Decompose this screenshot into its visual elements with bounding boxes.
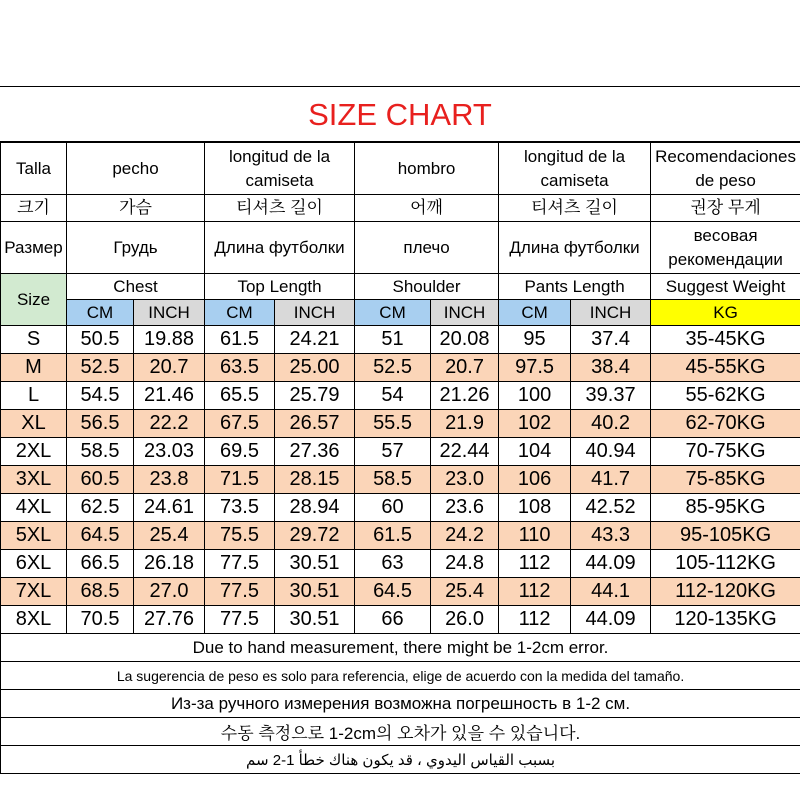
cell-chest-inch: 19.88 bbox=[134, 326, 205, 354]
table-row bbox=[1, 354, 800, 382]
unit-cm: CM bbox=[499, 300, 571, 326]
cell-top-length-inch: 25.00 bbox=[275, 354, 355, 382]
header-top-length-ko: 티셔츠 길이 bbox=[205, 195, 355, 222]
size-chart bbox=[0, 86, 800, 774]
cell-size: 8XL bbox=[1, 606, 67, 634]
note-arabic: بسبب القياس اليدوي ، قد يكون هناك خطأ 1-2 سم bbox=[1, 746, 800, 774]
cell-size: XL bbox=[1, 410, 67, 438]
cell-pants-length-inch: 37.4 bbox=[571, 326, 651, 354]
header-row-spanish bbox=[1, 143, 800, 195]
header-weight-ko: 권장 무게 bbox=[651, 195, 800, 222]
cell-chest-cm: 58.5 bbox=[67, 438, 134, 466]
cell-shoulder-inch: 24.2 bbox=[431, 522, 499, 550]
cell-size: M bbox=[1, 354, 67, 382]
cell-size: 7XL bbox=[1, 578, 67, 606]
cell-suggest-weight: 75-85KG bbox=[651, 466, 800, 494]
note-korean: 수동 측정으로 1-2cm의 오차가 있을 수 있습니다. bbox=[1, 718, 800, 746]
cell-suggest-weight: 105-112KG bbox=[651, 550, 800, 578]
table-row bbox=[1, 438, 800, 466]
unit-inch: INCH bbox=[431, 300, 499, 326]
cell-top-length-cm: 71.5 bbox=[205, 466, 275, 494]
cell-chest-cm: 54.5 bbox=[67, 382, 134, 410]
cell-suggest-weight: 95-105KG bbox=[651, 522, 800, 550]
header-chest-en: Chest bbox=[67, 274, 205, 300]
header-shoulder-en: Shoulder bbox=[355, 274, 499, 300]
cell-shoulder-cm: 64.5 bbox=[355, 578, 431, 606]
cell-top-length-cm: 77.5 bbox=[205, 550, 275, 578]
cell-top-length-cm: 75.5 bbox=[205, 522, 275, 550]
cell-top-length-cm: 77.5 bbox=[205, 578, 275, 606]
cell-pants-length-cm: 110 bbox=[499, 522, 571, 550]
cell-chest-cm: 66.5 bbox=[67, 550, 134, 578]
header-pants-length-ko: 티셔츠 길이 bbox=[499, 195, 651, 222]
cell-pants-length-cm: 100 bbox=[499, 382, 571, 410]
cell-top-length-inch: 30.51 bbox=[275, 550, 355, 578]
header-top-length-es: longitud de la camiseta bbox=[205, 143, 355, 195]
cell-top-length-inch: 29.72 bbox=[275, 522, 355, 550]
cell-suggest-weight: 112-120KG bbox=[651, 578, 800, 606]
cell-size: 2XL bbox=[1, 438, 67, 466]
cell-suggest-weight: 35-45KG bbox=[651, 326, 800, 354]
cell-pants-length-cm: 108 bbox=[499, 494, 571, 522]
cell-top-length-cm: 77.5 bbox=[205, 606, 275, 634]
cell-chest-inch: 22.2 bbox=[134, 410, 205, 438]
note-spanish: La sugerencia de peso es solo para referencia, elige de acuerdo con la medida del tamaño. bbox=[1, 662, 800, 690]
cell-chest-inch: 27.76 bbox=[134, 606, 205, 634]
cell-top-length-inch: 27.36 bbox=[275, 438, 355, 466]
unit-inch: INCH bbox=[571, 300, 651, 326]
cell-pants-length-inch: 42.52 bbox=[571, 494, 651, 522]
header-chest-es: pecho bbox=[67, 143, 205, 195]
cell-chest-cm: 52.5 bbox=[67, 354, 134, 382]
cell-shoulder-cm: 54 bbox=[355, 382, 431, 410]
unit-cm: CM bbox=[205, 300, 275, 326]
cell-size: 4XL bbox=[1, 494, 67, 522]
cell-chest-cm: 62.5 bbox=[67, 494, 134, 522]
cell-chest-cm: 50.5 bbox=[67, 326, 134, 354]
header-row-english bbox=[1, 274, 800, 300]
cell-pants-length-inch: 44.09 bbox=[571, 606, 651, 634]
cell-suggest-weight: 62-70KG bbox=[651, 410, 800, 438]
cell-top-length-inch: 25.79 bbox=[275, 382, 355, 410]
cell-pants-length-cm: 106 bbox=[499, 466, 571, 494]
size-table bbox=[0, 142, 800, 774]
cell-chest-cm: 70.5 bbox=[67, 606, 134, 634]
cell-chest-inch: 24.61 bbox=[134, 494, 205, 522]
header-size-en: Size bbox=[1, 274, 67, 326]
cell-pants-length-inch: 43.3 bbox=[571, 522, 651, 550]
cell-chest-inch: 27.0 bbox=[134, 578, 205, 606]
note-russian: Из-за ручного измерения возможна погрешность в 1-2 см. bbox=[1, 690, 800, 718]
unit-inch: INCH bbox=[275, 300, 355, 326]
cell-chest-inch: 21.46 bbox=[134, 382, 205, 410]
cell-top-length-cm: 63.5 bbox=[205, 354, 275, 382]
header-size-es: Talla bbox=[1, 143, 67, 195]
header-weight-es: Recomendaciones de peso bbox=[651, 143, 800, 195]
header-top-length-en: Top Length bbox=[205, 274, 355, 300]
cell-shoulder-cm: 57 bbox=[355, 438, 431, 466]
cell-pants-length-inch: 38.4 bbox=[571, 354, 651, 382]
cell-suggest-weight: 45-55KG bbox=[651, 354, 800, 382]
cell-shoulder-cm: 58.5 bbox=[355, 466, 431, 494]
cell-shoulder-cm: 51 bbox=[355, 326, 431, 354]
unit-cm: CM bbox=[355, 300, 431, 326]
unit-inch: INCH bbox=[134, 300, 205, 326]
cell-top-length-cm: 69.5 bbox=[205, 438, 275, 466]
cell-suggest-weight: 85-95KG bbox=[651, 494, 800, 522]
cell-chest-inch: 23.03 bbox=[134, 438, 205, 466]
header-shoulder-ko: 어깨 bbox=[355, 195, 499, 222]
cell-shoulder-inch: 25.4 bbox=[431, 578, 499, 606]
cell-shoulder-inch: 26.0 bbox=[431, 606, 499, 634]
cell-pants-length-inch: 44.09 bbox=[571, 550, 651, 578]
cell-size: 3XL bbox=[1, 466, 67, 494]
cell-pants-length-cm: 104 bbox=[499, 438, 571, 466]
cell-pants-length-cm: 97.5 bbox=[499, 354, 571, 382]
cell-pants-length-cm: 102 bbox=[499, 410, 571, 438]
cell-suggest-weight: 120-135KG bbox=[651, 606, 800, 634]
header-chest-ko: 가슴 bbox=[67, 195, 205, 222]
cell-shoulder-inch: 22.44 bbox=[431, 438, 499, 466]
cell-top-length-inch: 26.57 bbox=[275, 410, 355, 438]
table-row bbox=[1, 466, 800, 494]
cell-top-length-inch: 24.21 bbox=[275, 326, 355, 354]
cell-shoulder-cm: 60 bbox=[355, 494, 431, 522]
table-row bbox=[1, 382, 800, 410]
header-row-korean bbox=[1, 195, 800, 222]
cell-suggest-weight: 70-75KG bbox=[651, 438, 800, 466]
header-pants-length-en: Pants Length bbox=[499, 274, 651, 300]
header-size-ru: Размер bbox=[1, 222, 67, 274]
cell-chest-inch: 26.18 bbox=[134, 550, 205, 578]
header-size-ko: 크기 bbox=[1, 195, 67, 222]
cell-chest-cm: 68.5 bbox=[67, 578, 134, 606]
cell-pants-length-inch: 40.2 bbox=[571, 410, 651, 438]
cell-chest-cm: 60.5 bbox=[67, 466, 134, 494]
cell-pants-length-inch: 40.94 bbox=[571, 438, 651, 466]
cell-shoulder-inch: 21.9 bbox=[431, 410, 499, 438]
cell-top-length-cm: 65.5 bbox=[205, 382, 275, 410]
cell-top-length-inch: 30.51 bbox=[275, 606, 355, 634]
cell-pants-length-cm: 112 bbox=[499, 550, 571, 578]
table-row bbox=[1, 494, 800, 522]
cell-chest-cm: 64.5 bbox=[67, 522, 134, 550]
cell-size: 5XL bbox=[1, 522, 67, 550]
table-row bbox=[1, 522, 800, 550]
header-pants-length-ru: Длина футболки bbox=[499, 222, 651, 274]
table-row bbox=[1, 326, 800, 354]
cell-shoulder-inch: 23.6 bbox=[431, 494, 499, 522]
unit-cm: CM bbox=[67, 300, 134, 326]
cell-shoulder-inch: 23.0 bbox=[431, 466, 499, 494]
header-chest-ru: Грудь bbox=[67, 222, 205, 274]
cell-top-length-inch: 30.51 bbox=[275, 578, 355, 606]
cell-chest-cm: 56.5 bbox=[67, 410, 134, 438]
cell-shoulder-cm: 61.5 bbox=[355, 522, 431, 550]
table-row bbox=[1, 410, 800, 438]
cell-shoulder-inch: 20.7 bbox=[431, 354, 499, 382]
cell-top-length-inch: 28.94 bbox=[275, 494, 355, 522]
cell-top-length-inch: 28.15 bbox=[275, 466, 355, 494]
cell-chest-inch: 20.7 bbox=[134, 354, 205, 382]
header-shoulder-es: hombro bbox=[355, 143, 499, 195]
cell-top-length-cm: 67.5 bbox=[205, 410, 275, 438]
cell-top-length-cm: 61.5 bbox=[205, 326, 275, 354]
cell-shoulder-cm: 66 bbox=[355, 606, 431, 634]
cell-size: 6XL bbox=[1, 550, 67, 578]
cell-shoulder-inch: 20.08 bbox=[431, 326, 499, 354]
header-row-russian bbox=[1, 222, 800, 274]
cell-chest-inch: 23.8 bbox=[134, 466, 205, 494]
cell-shoulder-inch: 21.26 bbox=[431, 382, 499, 410]
cell-size: L bbox=[1, 382, 67, 410]
chart-title: SIZE CHART bbox=[0, 86, 800, 142]
cell-pants-length-cm: 112 bbox=[499, 578, 571, 606]
header-weight-ru: весовая рекомендации bbox=[651, 222, 800, 274]
cell-shoulder-inch: 24.8 bbox=[431, 550, 499, 578]
cell-pants-length-inch: 44.1 bbox=[571, 578, 651, 606]
cell-top-length-cm: 73.5 bbox=[205, 494, 275, 522]
unit-row bbox=[1, 300, 800, 326]
cell-shoulder-cm: 63 bbox=[355, 550, 431, 578]
header-top-length-ru: Длина футболки bbox=[205, 222, 355, 274]
header-pants-length-es: longitud de la camiseta bbox=[499, 143, 651, 195]
cell-suggest-weight: 55-62KG bbox=[651, 382, 800, 410]
note-english: Due to hand measurement, there might be 1-2cm error. bbox=[1, 634, 800, 662]
table-row bbox=[1, 606, 800, 634]
table-row bbox=[1, 578, 800, 606]
cell-shoulder-cm: 52.5 bbox=[355, 354, 431, 382]
table-row bbox=[1, 550, 800, 578]
cell-pants-length-inch: 39.37 bbox=[571, 382, 651, 410]
cell-pants-length-cm: 95 bbox=[499, 326, 571, 354]
cell-chest-inch: 25.4 bbox=[134, 522, 205, 550]
cell-pants-length-inch: 41.7 bbox=[571, 466, 651, 494]
header-shoulder-ru: плечо bbox=[355, 222, 499, 274]
cell-size: S bbox=[1, 326, 67, 354]
header-weight-en: Suggest Weight bbox=[651, 274, 800, 300]
cell-shoulder-cm: 55.5 bbox=[355, 410, 431, 438]
cell-pants-length-cm: 112 bbox=[499, 606, 571, 634]
unit-kg: KG bbox=[651, 300, 800, 326]
